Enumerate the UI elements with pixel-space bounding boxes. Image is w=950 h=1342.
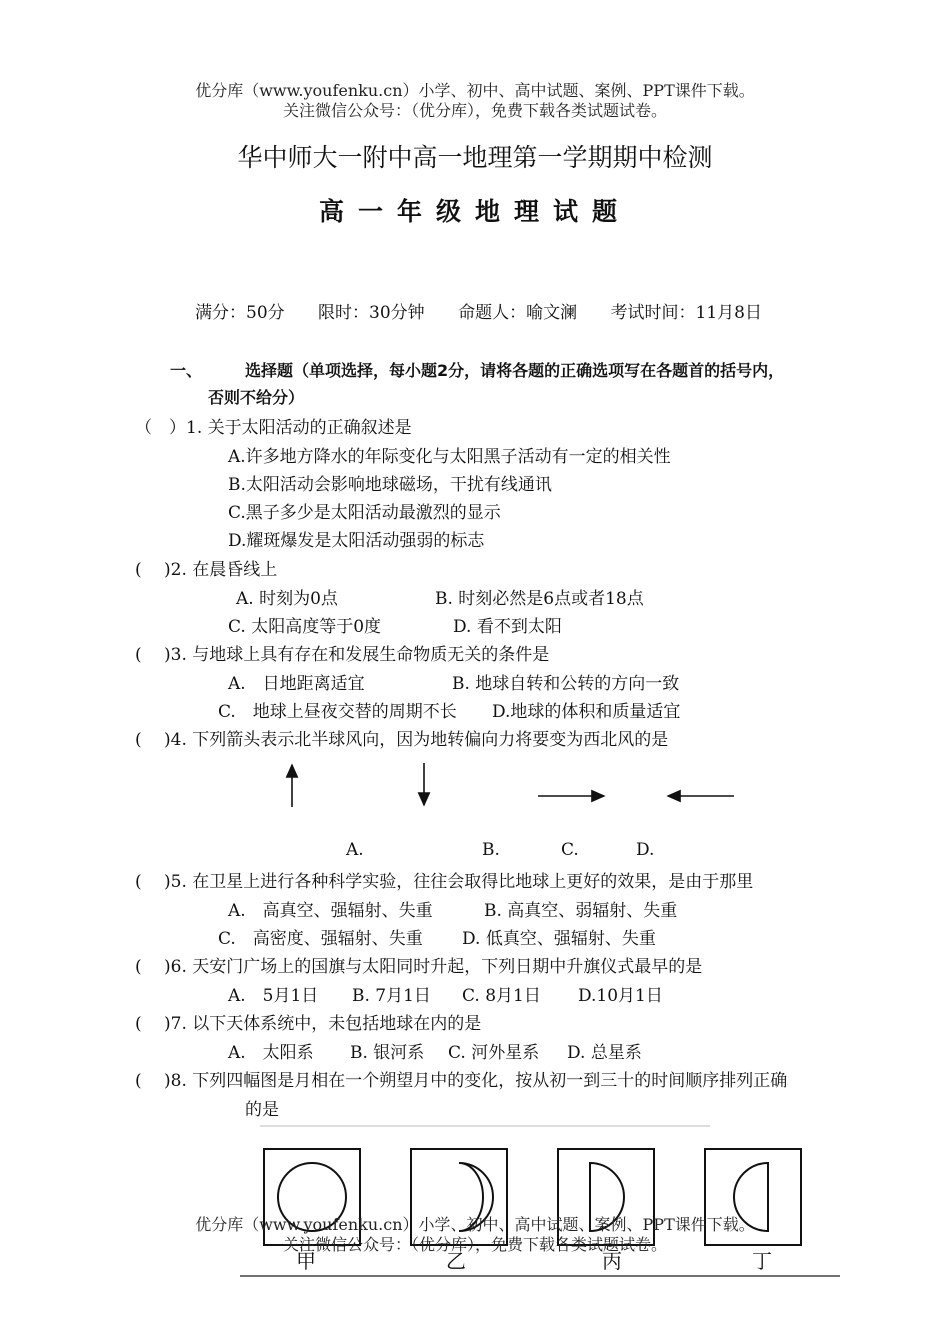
footer-line-1: 优分库（www.youfenku.cn）小学、初中、高中试题、案例、PPT课件下载。 (195, 1215, 755, 1234)
answer-blank[interactable]: ( ) (135, 872, 171, 892)
q1-option-a: A.许多地方降水的年际变化与太阳黑子活动有一定的相关性 (228, 447, 671, 467)
q2-option-d: D. 看不到太阳 (453, 617, 562, 637)
q2-option-b: B. 时刻必然是6点或者18点 (435, 589, 644, 609)
question-3 (135, 640, 549, 665)
q6-option-a: A. 5月1日 (228, 986, 319, 1006)
q4-option-b: B. (482, 840, 500, 860)
exam-subtitle: 高一年级地理试题 (318, 197, 631, 226)
moon-phase-figure (240, 1118, 840, 1283)
question-8 (135, 1066, 787, 1091)
moon-label-ding: 丁 (752, 1249, 772, 1273)
answer-blank[interactable]: ( ) (135, 560, 171, 580)
q3-option-c: C. 地球上昼夜交替的周期不长 (218, 702, 457, 722)
question-1 (135, 413, 412, 438)
question-stem: 3. 与地球上具有存在和发展生命物质无关的条件是 (170, 645, 550, 665)
section-title-line-2: 否则不给分） (208, 388, 305, 407)
wind-arrows-figure (270, 755, 750, 815)
q7-option-d: D. 总星系 (567, 1043, 642, 1063)
answer-blank[interactable]: ( ) (135, 1014, 171, 1034)
q5-option-a: A. 高真空、强辐射、失重 (228, 901, 433, 921)
meta-score: 满分：50分 (195, 303, 285, 323)
meta-exam-date: 考试时间：11月8日 (610, 303, 762, 323)
question-stem: 5. 在卫星上进行各种科学实验，往往会取得比地球上更好的效果，是由于那里 (170, 872, 754, 892)
question-5 (135, 867, 753, 892)
meta-time-limit: 限时：30分钟 (318, 303, 425, 323)
answer-blank[interactable]: ( ) (135, 645, 171, 665)
question-7 (135, 1009, 481, 1034)
q5-option-c: C. 高密度、强辐射、失重 (218, 929, 423, 949)
q6-option-c: C. 8月1日 (462, 986, 541, 1006)
exam-meta (195, 298, 790, 323)
q1-option-b: B.太阳活动会影响地球磁场，干扰有线通讯 (228, 475, 552, 495)
q4-option-c: C. (561, 840, 579, 860)
q6-option-b: B. 7月1日 (352, 986, 431, 1006)
q3-option-d: D.地球的体积和质量适宜 (492, 702, 681, 722)
question-4 (135, 725, 668, 750)
q7-option-c: C. 河外星系 (448, 1043, 540, 1063)
q6-option-d: D.10月1日 (578, 986, 663, 1006)
q7-option-b: B. 银河系 (350, 1043, 425, 1063)
answer-blank[interactable]: ( ) (135, 1071, 171, 1091)
moon-label-bing: 丙 (602, 1249, 622, 1273)
question-stem: 8. 下列四幅图是月相在一个朔望月中的变化，按从初一到三十的时间顺序排列正确 (170, 1071, 788, 1091)
question-stem: 4. 下列箭头表示北半球风向，因为地转偏向力将要变为西北风的是 (170, 730, 669, 750)
meta-author: 命题人：喻文澜 (458, 303, 578, 323)
question-stem: 6. 天安门广场上的国旗与太阳同时升起，下列日期中升旗仪式最早的是 (170, 957, 703, 977)
q1-option-c: C.黑子多少是太阳活动最激烈的显示 (228, 503, 501, 523)
question-6 (135, 952, 702, 977)
q3-option-b: B. 地球自转和公转的方向一致 (452, 674, 680, 694)
q4-option-a: A. (346, 840, 364, 860)
answer-blank[interactable]: ( ) (135, 957, 171, 977)
question-8-line-2: 的是 (245, 1100, 279, 1120)
q2-option-c: C. 太阳高度等于0度 (228, 617, 382, 637)
q3-option-a: A. 日地距离适宜 (228, 674, 365, 694)
footer-line-2: 关注微信公众号：（优分库），免费下载各类试题试卷。 (282, 1235, 667, 1254)
q2-option-a: A. 时刻为0点 (236, 589, 338, 609)
question-stem: 1. 关于太阳活动的正确叙述是 (186, 418, 412, 438)
section-number: 一、 (170, 361, 203, 380)
question-stem: 7. 以下天体系统中，未包括地球在内的是 (170, 1014, 482, 1034)
header-line-2: 关注微信公众号：（优分库），免费下载各类试题试卷。 (282, 101, 667, 120)
q5-option-d: D. 低真空、强辐射、失重 (462, 929, 656, 949)
question-stem: 2. 在晨昏线上 (170, 560, 278, 580)
exam-title: 华中师大一附中高一地理第一学期期中检测 (237, 143, 713, 172)
q1-option-d: D.耀斑爆发是太阳活动强弱的标志 (228, 531, 485, 551)
answer-blank[interactable]: ( ) (135, 730, 171, 750)
moon-label-jia: 甲 (296, 1249, 316, 1273)
answer-blank[interactable]: （ ） (135, 418, 186, 438)
q5-option-b: B. 高真空、弱辐射、失重 (484, 901, 678, 921)
header-line-1: 优分库（www.youfenku.cn）小学、初中、高中试题、案例、PPT课件下载。 (195, 81, 755, 100)
q7-option-a: A. 太阳系 (228, 1043, 314, 1063)
q4-option-d: D. (636, 840, 655, 860)
question-2 (135, 555, 277, 580)
moon-label-yi: 乙 (446, 1249, 466, 1273)
section-title-line-1: 选择题（单项选择，每小题2分，请将各题的正确选项写在各题首的括号内， (245, 361, 785, 380)
